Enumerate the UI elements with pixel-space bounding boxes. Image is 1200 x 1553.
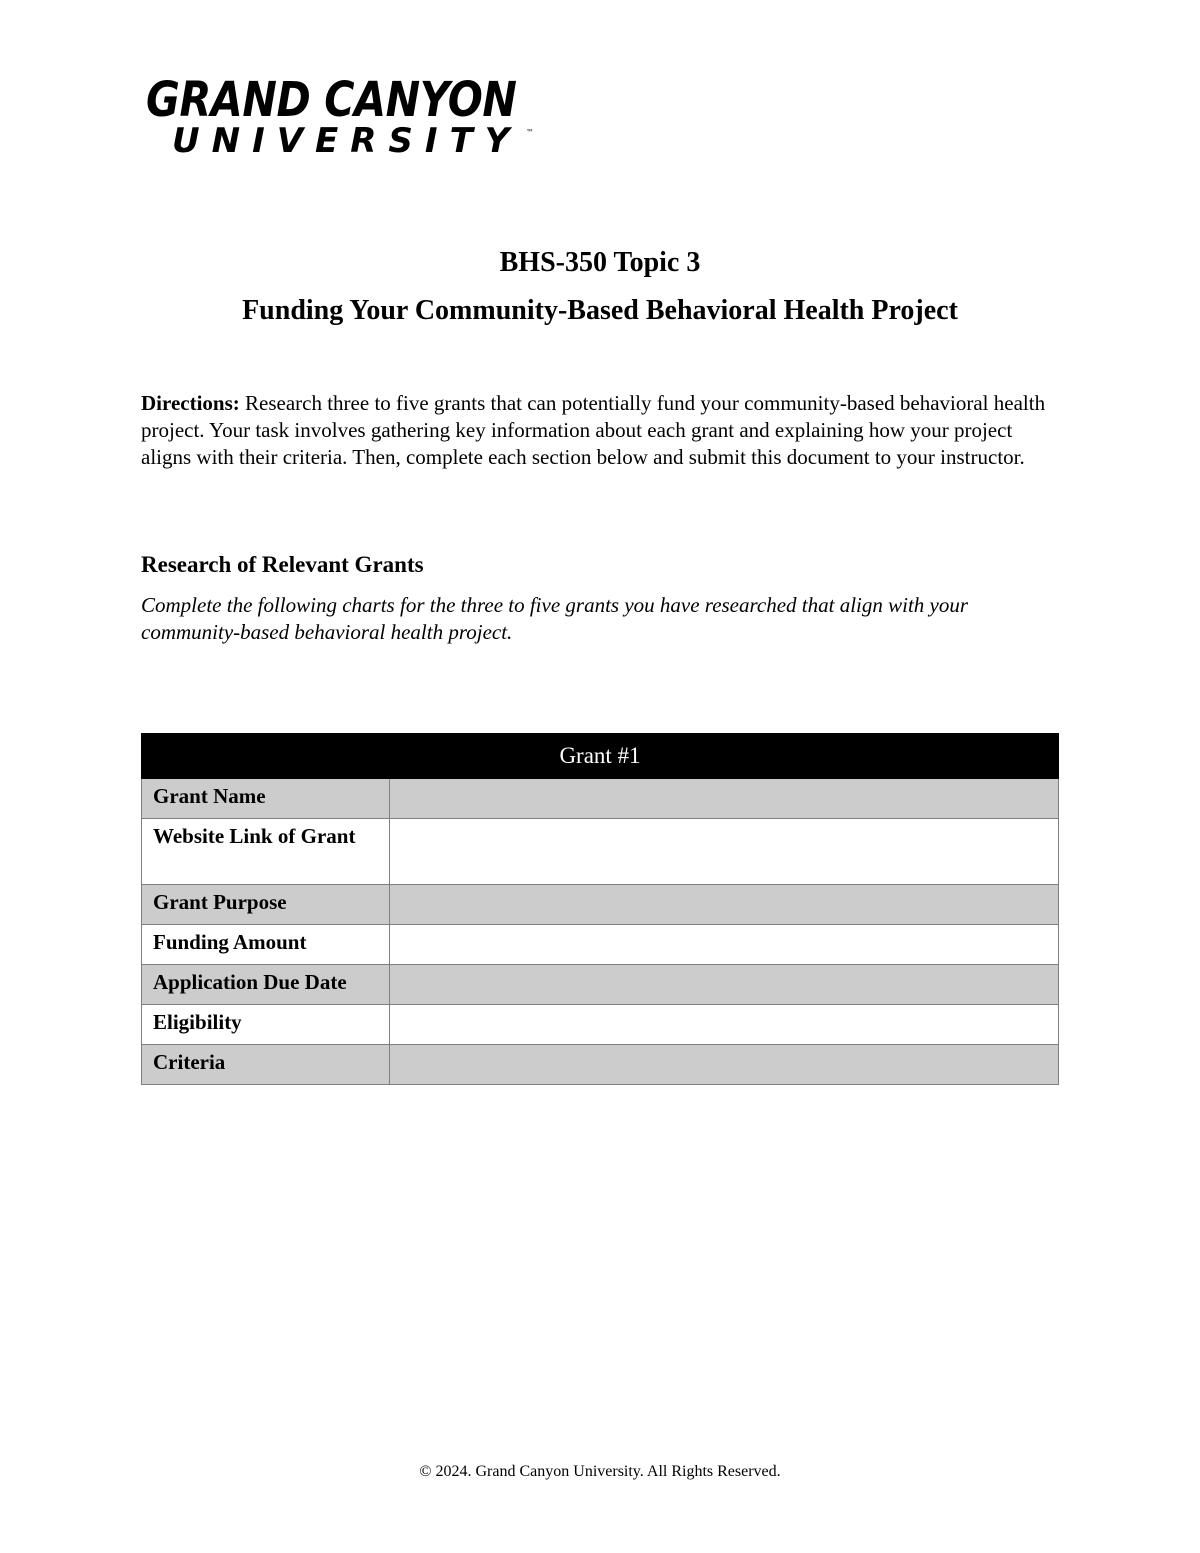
table-row: [142, 1005, 1059, 1045]
row-label-eligibility: Eligibility: [142, 1005, 390, 1045]
row-label-funding-amount: Funding Amount: [142, 925, 390, 965]
directions-text: Research three to five grants that can potentially fund your community-based behavioral health project. Your task involves gathering key information about each grant and explaining how your project aligns with their criteria. Then, complete each section below and submit this document to your instructor.: [141, 391, 1046, 469]
directions-label: Directions:: [141, 391, 240, 415]
cell-eligibility[interactable]: [390, 1005, 1059, 1045]
section-instructions: Complete the following charts for the three to five grants you have researched that align with your community-based behavioral health project.: [141, 593, 969, 644]
table-row: [142, 819, 1059, 885]
gcu-logo: [146, 74, 556, 164]
row-label-grant-purpose: Grant Purpose: [142, 885, 390, 925]
row-label-website-link: Website Link of Grant: [142, 819, 390, 885]
table-row: [142, 965, 1059, 1005]
cell-criteria[interactable]: [390, 1045, 1059, 1085]
row-label-criteria: Criteria: [142, 1045, 390, 1085]
grant-table: [141, 733, 1059, 1085]
course-title: BHS-350 Topic 3: [499, 247, 701, 278]
grant-table-header: Grant #1: [142, 734, 1059, 779]
logo-text-grand-canyon: GRAND CANYON: [146, 72, 517, 128]
logo-trademark: ™: [526, 128, 534, 137]
table-row: [142, 885, 1059, 925]
section-heading: Research of Relevant Grants: [141, 552, 424, 577]
directions-paragraph: [141, 390, 1051, 471]
cell-application-due-date[interactable]: [390, 965, 1059, 1005]
cell-grant-name[interactable]: [390, 779, 1059, 819]
copyright-footer: © 2024. Grand Canyon University. All Rights Reserved.: [419, 1463, 781, 1480]
cell-website-link[interactable]: [390, 819, 1059, 885]
cell-grant-purpose[interactable]: [390, 885, 1059, 925]
table-row: [142, 925, 1059, 965]
cell-funding-amount[interactable]: [390, 925, 1059, 965]
row-label-application-due-date: Application Due Date: [142, 965, 390, 1005]
assignment-title: Funding Your Community-Based Behavioral Health Project: [242, 295, 958, 326]
logo-text-university: UNIVERSITY: [172, 121, 522, 161]
row-label-grant-name: Grant Name: [142, 779, 390, 819]
table-row: [142, 779, 1059, 819]
table-row: [142, 1045, 1059, 1085]
